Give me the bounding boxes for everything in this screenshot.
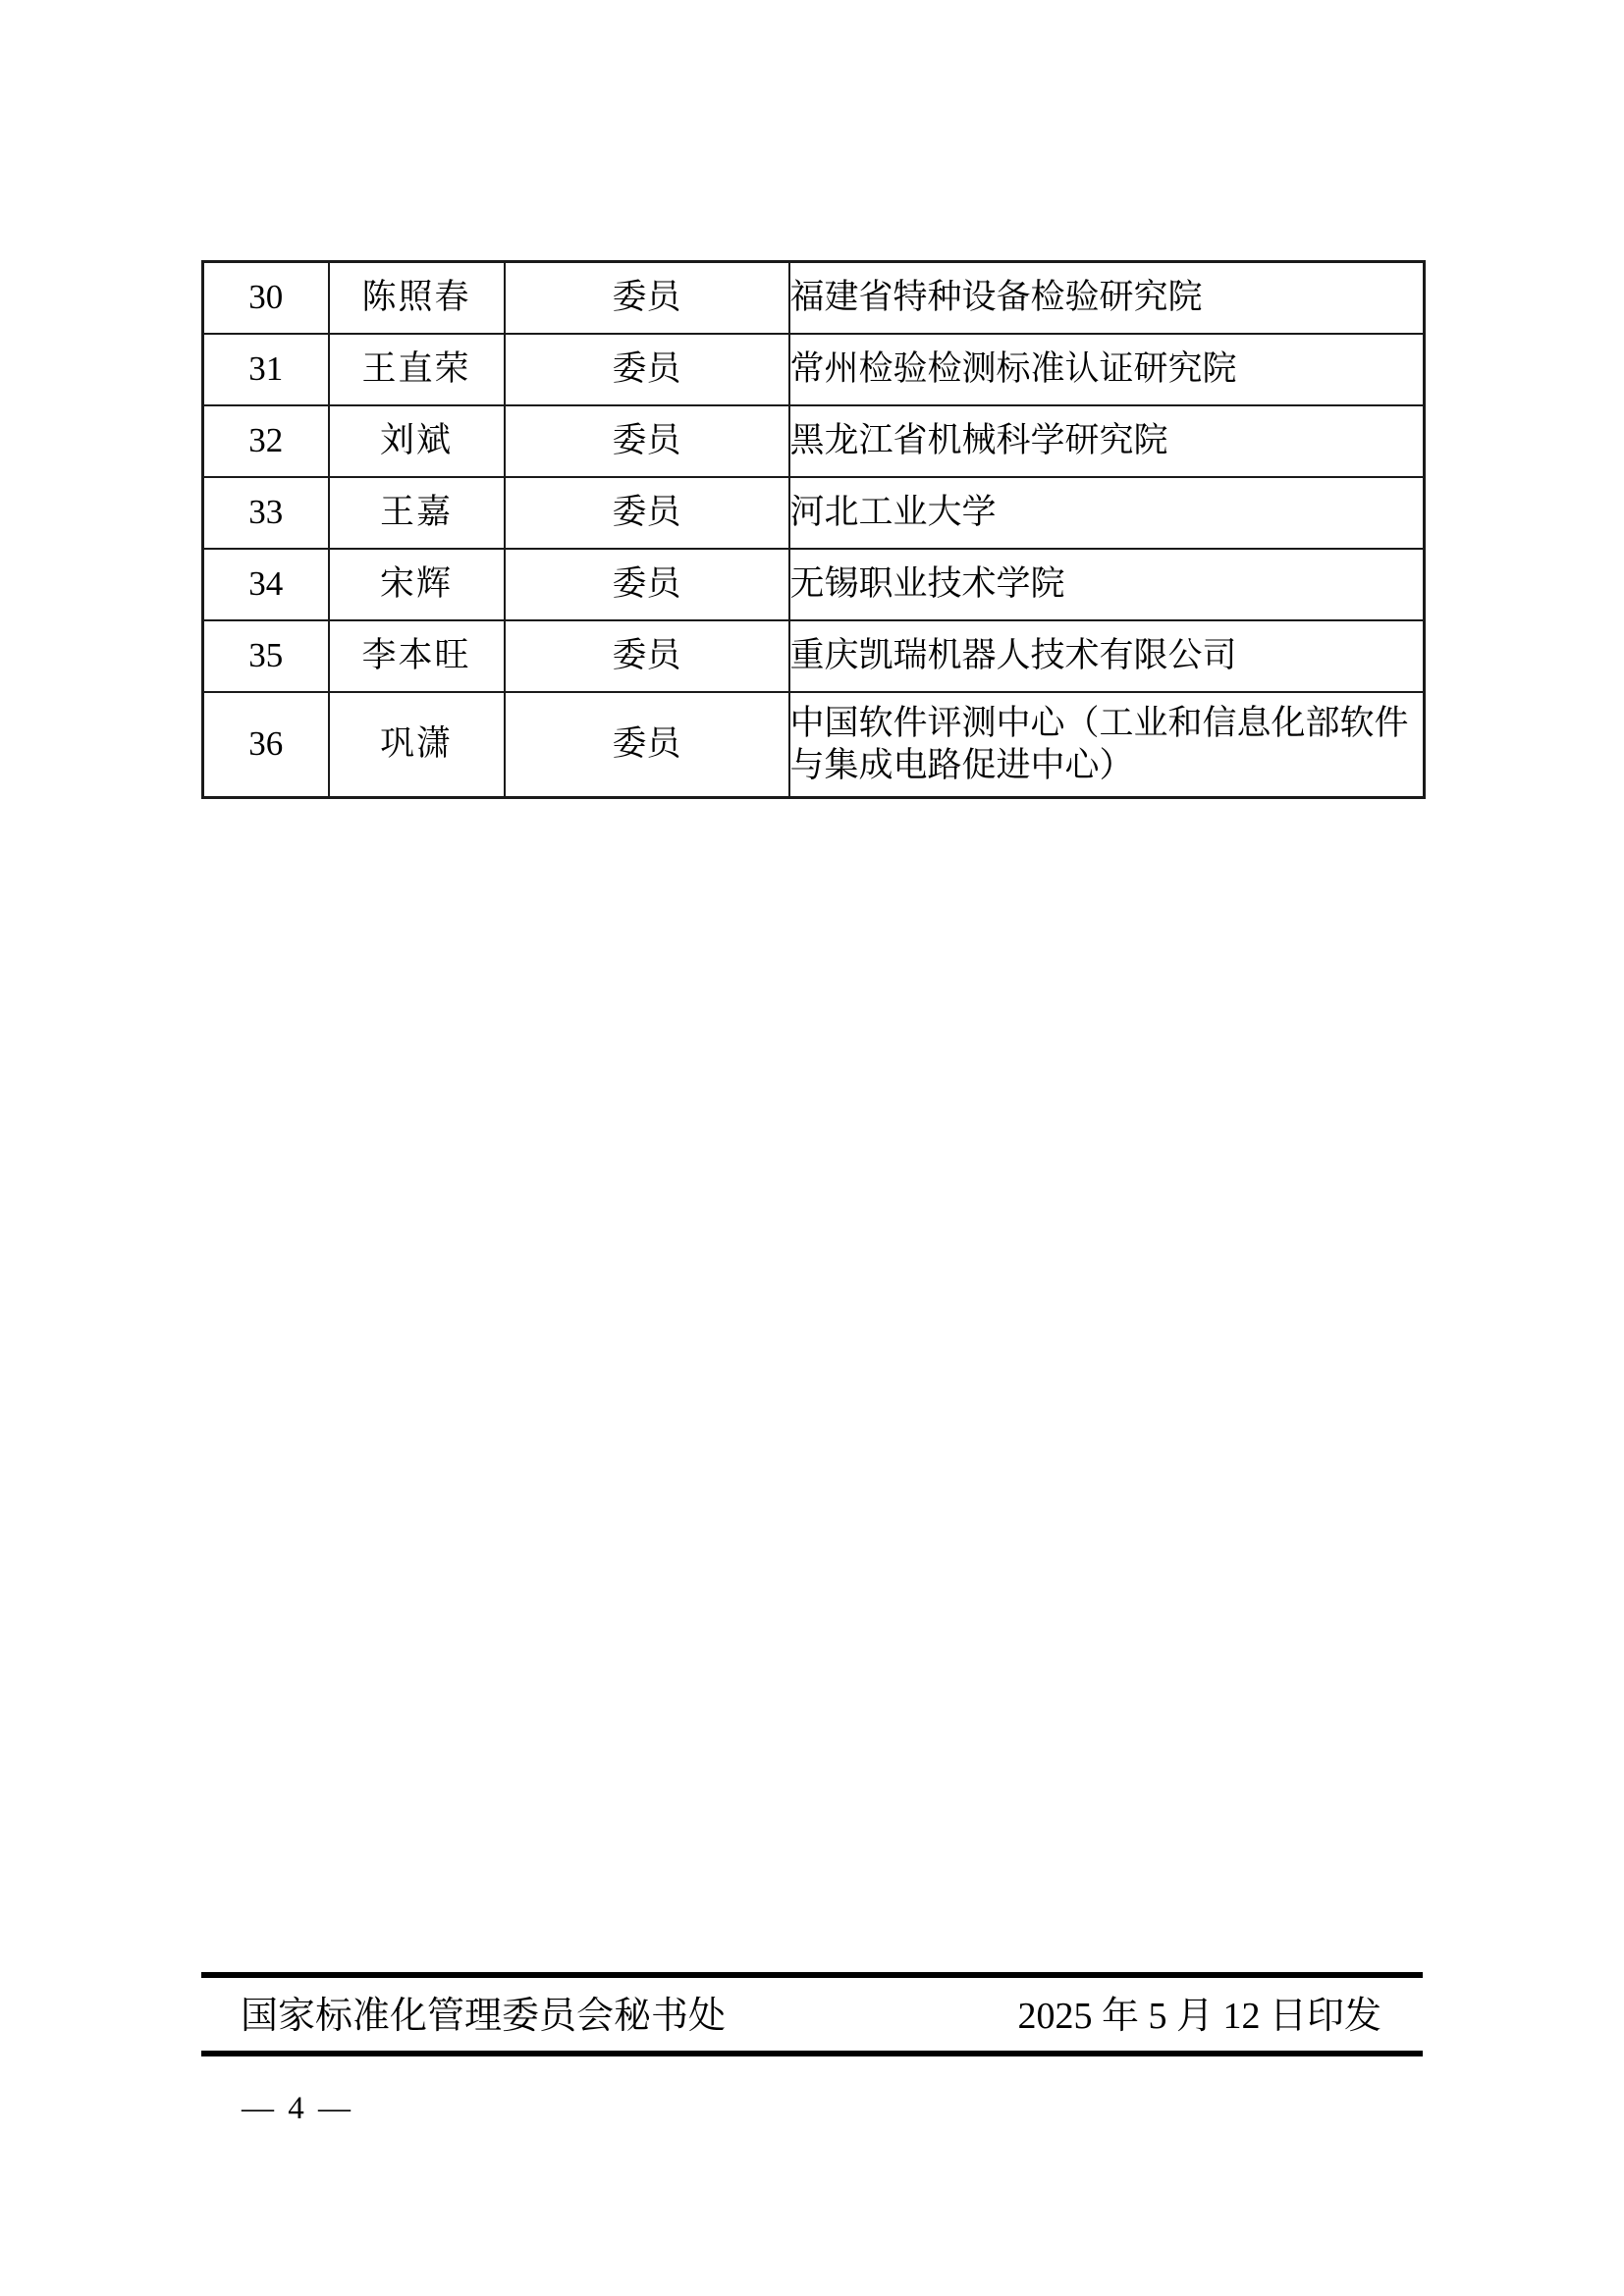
cell-number: 33	[203, 477, 329, 549]
cell-role: 委员	[505, 405, 789, 477]
committee-members-table	[201, 260, 1426, 799]
cell-organization: 中国软件评测中心（工业和信息化部软件与集成电路促进中心）	[789, 692, 1425, 798]
cell-name: 刘斌	[329, 405, 505, 477]
table-row	[203, 262, 1425, 334]
cell-role: 委员	[505, 334, 789, 405]
table-row	[203, 334, 1425, 405]
footer-rule-top	[201, 1972, 1423, 1978]
footer-rule-bottom	[201, 2051, 1423, 2056]
cell-number: 34	[203, 549, 329, 620]
cell-number: 30	[203, 262, 329, 334]
table-row	[203, 692, 1425, 798]
cell-role: 委员	[505, 262, 789, 334]
table-row	[203, 549, 1425, 620]
cell-name: 陈照春	[329, 262, 505, 334]
document-footer	[201, 1992, 1423, 2041]
cell-name: 王直荣	[329, 334, 505, 405]
footer-issuer: 国家标准化管理委员会秘书处	[241, 1996, 727, 2037]
page-number: — 4 —	[242, 2091, 353, 2126]
cell-organization: 常州检验检测标准认证研究院	[789, 334, 1425, 405]
cell-number: 36	[203, 692, 329, 798]
cell-organization: 黑龙江省机械科学研究院	[789, 405, 1425, 477]
cell-organization: 河北工业大学	[789, 477, 1425, 549]
footer-issue-date: 2025 年 5 月 12 日印发	[1017, 1996, 1381, 2037]
cell-role: 委员	[505, 549, 789, 620]
cell-name: 巩潇	[329, 692, 505, 798]
cell-name: 李本旺	[329, 620, 505, 692]
cell-number: 31	[203, 334, 329, 405]
cell-role: 委员	[505, 620, 789, 692]
table-row	[203, 477, 1425, 549]
cell-number: 32	[203, 405, 329, 477]
cell-role: 委员	[505, 477, 789, 549]
cell-name: 王嘉	[329, 477, 505, 549]
table-row	[203, 620, 1425, 692]
table-row	[203, 405, 1425, 477]
cell-number: 35	[203, 620, 329, 692]
cell-organization: 无锡职业技术学院	[789, 549, 1425, 620]
cell-name: 宋辉	[329, 549, 505, 620]
cell-role: 委员	[505, 692, 789, 798]
cell-organization: 福建省特种设备检验研究院	[789, 262, 1425, 334]
cell-organization: 重庆凯瑞机器人技术有限公司	[789, 620, 1425, 692]
